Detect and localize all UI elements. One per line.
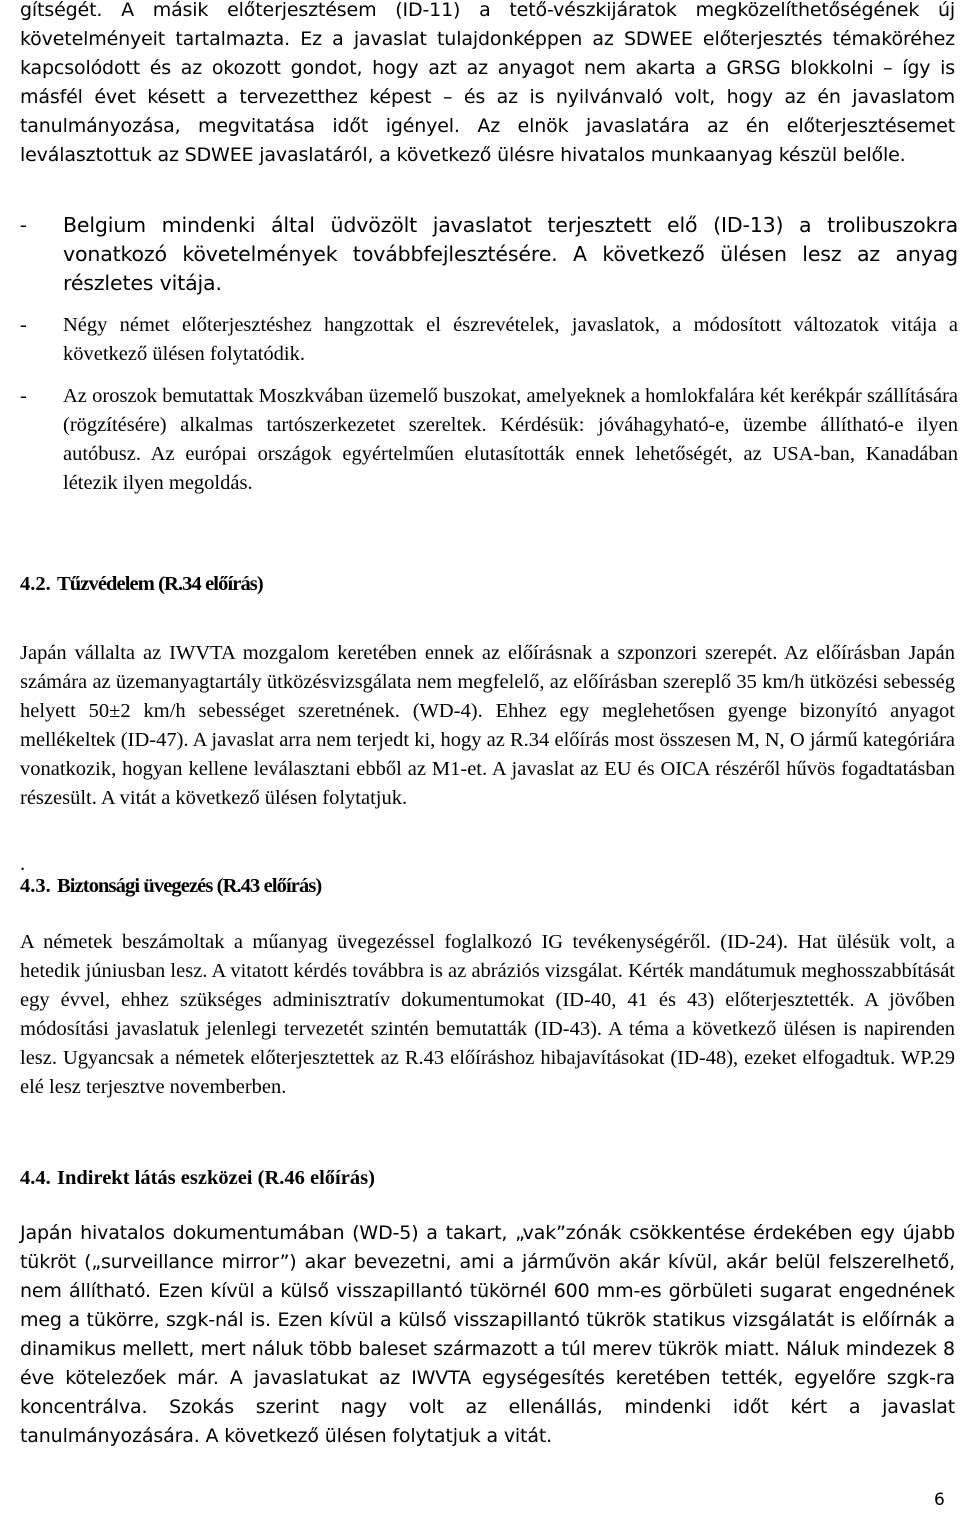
section-paragraph-4-3: A németek beszámoltak a műanyag üvegezéssel foglalkozó IG tevékenységéről. (ID-24). Hat ülésük volt, a hetedik júniusban lesz. A vitatott kérdés továbbra is az abráziós vizsgálat. Kérték mandátumuk meghosszabbítását egy évvel, ehhez szükséges adminisztratív dokumentumokat (ID-40, 41 és 43) előterjesztették. A jövőben módosítási javaslatuk jelenlegi tervezetét szintén bemutatták (ID-43). A téma a következő ülésen is napirenden lesz. Ugyancsak a németek előterjesztettek az R.43 előíráshoz hibajavításokat (ID-48), ezeket elfogadtuk. WP.29 elé lesz terjesztve novemberben. (20, 931, 955, 1098)
section-title: Tűzvédelem (R.34 előírás) (57, 573, 263, 595)
section-paragraph-4-4: Japán hivatalos dokumentumában (WD-5) a takart, „vak”zónák csökkentése érdekében egy újabb tükröt („surveillance mirror”) akar bevezetni, ami a járművön akár kívül, akár belül felszerelhető, nem állítható. Ezen kívül a külső visszapillantó tükörnél 600 mm-es görbületi sugarat engednének meg a tükörre, szgk-nál is. Ezen kívül a külső visszapillantó tükrök statikus vizsgálatát is előírnák a dinamikus mellett, mert náluk több baleset származott a túl merev tükrök miatt. Náluk mindezek 8 éve kötelezőek már. A javaslatukat az IWVTA egységesítés keretében tették, egyelőre szgk-ra koncentrálva. Szokás szerint nagy volt az ellenállás, mindenki időt kért a javaslat tanulmányozására. A következő ülésen folytatjuk a vitát. (20, 1222, 955, 1447)
section-number: 4.2. (20, 573, 51, 595)
section-heading-4-2 (20, 570, 263, 599)
section-paragraph-4-2: Japán vállalta az IWVTA mozgalom keretében ennek az előírásnak a szponzori szerepét. Az előírásban Japán számára az üzemanyagtartály ütközésvizsgálata nem megfelelő, az előírásban szereplő 35 km/h ütközési sebesség helyett 50±2 km/h sebességet szeretnének. (WD-4). Ehhez egy meglehetősen gyenge bizonyító anyagot mellékeltek (ID-47). A javaslat arra nem terjedt ki, hogy az R.34 előírás most összesen M, N, O jármű kategóriára vonatkozik, hogyan kellene leválasztani ebből az M1-et. A javaslat az EU és OICA részéről hűvös fogadtatásban részesült. A vitát a következő ülésen folytatjuk. (20, 642, 955, 809)
bullet-dash: - (20, 314, 27, 336)
bullet-dash: - (20, 214, 27, 236)
intro-paragraph: gítségét. A másik előterjesztésem (ID-11) a tető-vészkijáratok megközelíthetőségének új követelményeit tartalmazta. Ez a javaslat tulajdonképpen az SDWEE előterjesztés témaköréhez kapcsolódott és az okozott gondot, hogy azt az anyagot nem akarta a GRSG blokkolni – így is másfél évet késett a tervezetthez képest – és az is nyilvánvaló volt, hogy az én javaslatom tanulmányozása, megvitatása időt igényel. Az elnök javaslatára az én előterjesztésemet leválasztottuk az SDWEE javaslatáról, a következő ülésre hivatalos munkaanyag készül belőle. (20, 0, 955, 166)
bullet-dash: - (20, 385, 27, 407)
section-heading-4-3 (20, 872, 321, 901)
section-number: 4.4. (20, 1167, 51, 1189)
separator-dot: . (20, 853, 26, 875)
bullet-text: Belgium mindenki által üdvözölt javaslatot terjesztett elő (ID-13) a trolibuszokra vonatkozó követelmények továbbfejlesztésére. A következő ülésen lesz az anyag részletes vitája. (63, 213, 958, 295)
page-number: 6 (934, 1490, 945, 1510)
bullet-text: Az oroszok bemutattak Moszkvában üzemelő buszokat, amelyeknek a homlokfalára két kerékpár szállítására (rögzítésére) alkalmas tartószerkezetet szereltek. Kérdésük: jóváhagyható-e, üzembe állítható-e ilyen autóbusz. Az európai országok egyértelműen elutasították ennek lehetőségét, az USA-ban, Kanadában létezik ilyen megoldás. (63, 385, 958, 494)
section-number: 4.3. (20, 875, 51, 897)
section-heading-4-4 (20, 1164, 375, 1193)
section-title: Indirekt látás eszközei (R.46 előírás) (57, 1167, 375, 1189)
bullet-text: Négy német előterjesztéshez hangzottak el észrevételek, javaslatok, a módosított változatok vitája a következő ülésen folytatódik. (63, 314, 958, 365)
section-title: Biztonsági üvegezés (R.43 előírás) (57, 875, 322, 897)
